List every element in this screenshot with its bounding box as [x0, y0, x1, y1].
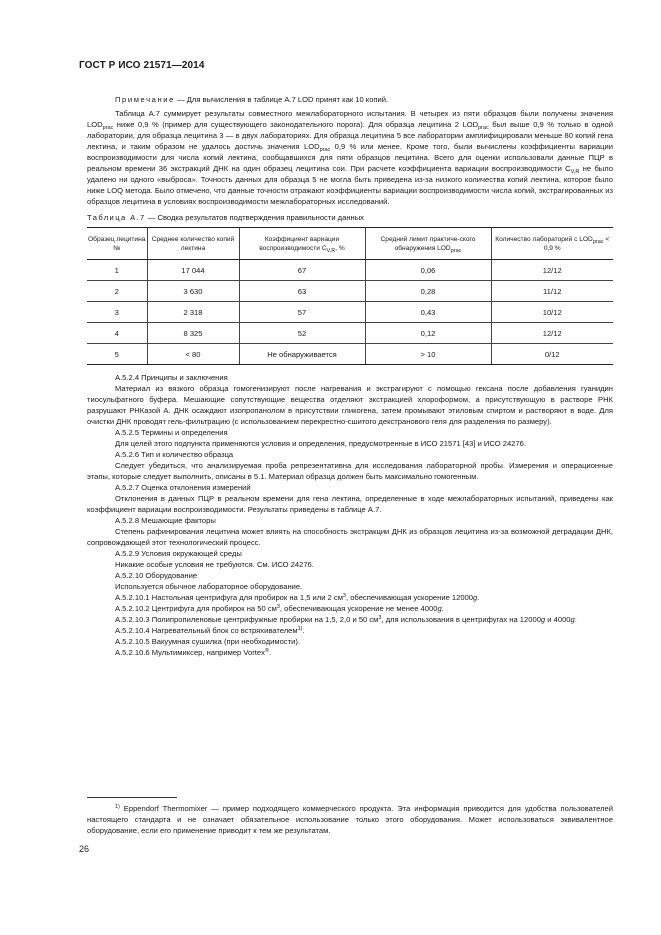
section-text: Используется обычное лабораторное оборудование. — [115, 582, 303, 591]
cell-sample: 5 — [87, 344, 147, 365]
equipment-item — [87, 625, 613, 636]
cell-lab-count: 11/12 — [491, 281, 613, 302]
header-cv-text: Коэффициент вариации воспроизводимости C — [259, 235, 340, 252]
cell-lab-count: 10/12 — [491, 302, 613, 323]
intro-text-2: ниже 0,9 % (пример для существующего законодательного порога). Для образца лецитина 2 LOD — [113, 120, 479, 129]
equipment-sup: 3 — [276, 604, 280, 610]
footnote — [87, 803, 613, 836]
equipment-unit: g — [540, 615, 546, 624]
equipment-unit: g — [437, 604, 442, 613]
intro-text-3: был выше 0,9 % только в одной лаборатории, для образца лецитина 3 — в двух лабораториях. Для образца лецитина 5 все лаборатории амплифицировали меньше 80 копий гена лектина, и таким образом не удалось достичь значения LOD — [87, 120, 613, 151]
sections-block — [87, 372, 613, 658]
cell-lab-count: 12/12 — [491, 260, 613, 281]
cell-mean-copies: 8 325 — [147, 323, 239, 344]
equipment-item — [87, 614, 613, 625]
intro-sub-2: prac — [478, 125, 489, 131]
equipment-sup: 3 — [342, 593, 346, 599]
intro-text-1: Таблица А.7 суммирует результаты совместного межлабораторного испытания. В четырех из пяти образцов были получены значения LOD — [87, 109, 613, 129]
table-title: — Сводка результатов подтверждения правильности данных — [145, 213, 364, 222]
header-lab-text: Количество лабораторий с LOD — [495, 235, 593, 243]
table-row — [87, 281, 613, 302]
header-cv-sub: V,R — [326, 247, 336, 254]
cell-lab-count: 0/12 — [491, 344, 613, 365]
cell-cv: 67 — [239, 260, 365, 281]
header-mean-copies: Среднее количество копий лектина — [147, 228, 239, 260]
note-paragraph — [87, 94, 613, 105]
equipment-text: . — [477, 593, 480, 602]
cell-lab-count: 12/12 — [491, 323, 613, 344]
footnote-mark: 1) — [115, 804, 120, 810]
intro-sub-4: V,R — [570, 169, 580, 175]
main-content — [87, 94, 613, 658]
cell-sample: 4 — [87, 323, 147, 344]
intro-text-5: не было удалено ни одного «выброса». Точность данных для образца 5 не могла быть приведена из-за низкого количества копий лектина, которое было ниже LOQ метода. Было отмечено, что данные точности отражают коэффициенты вариации воспроизводимости числа копий, экстрагированных из образцов лецитина в условиях воспроизводимости межлабораторных исследований. — [87, 164, 613, 206]
cell-cv: 52 — [239, 323, 365, 344]
equipment-text: А.5.2.10.3 Полипропиленовые центрифужные пробирки на 1,5, 2,0 и 50 см — [115, 615, 379, 624]
equipment-text: . — [574, 615, 577, 624]
header-lab-count — [491, 228, 613, 260]
equipment-unit: g — [570, 615, 575, 624]
section-text: Никакие особые условия не требуются. См. ИСО 24276. — [115, 560, 314, 569]
note-label: Примечание — [115, 95, 175, 104]
table-row — [87, 323, 613, 344]
section-heading: А.5.2.7 Оценка отклонения измерений — [115, 483, 251, 492]
cell-mean-copies: 2 318 — [147, 302, 239, 323]
page-number: 26 — [79, 844, 90, 854]
footnote-text: Eppendorf Thermomixer — пример подходящего коммерческого продукта. Эта информация приводится для удобства пользователей настоящего стандарта и не означает обязательное использование только этого оборудования. Может использоваться эквивалентное оборудование, если его применение приводит к тем же результатам. — [87, 804, 613, 835]
section-text: Материал из вязкого образца гомогенизируют после нагревания и экстрагируют с помощью гексана после добавления гуанидин тиосульфатного буфера. Мешающие сопутствующие вещества отделяют экстракцией хлороформом, а присутствующую в растворе РНК разрушают РНКазой А. ДНК осаждают изопропанолом в присутствии гликогена, затем промывают этиловым спиртом и растворяют в воде. Для очистки ДНК проводят гель-фильтрацию (с использованием перекрестно-сшитого декстранового геля для разделения по размеру). — [87, 384, 613, 426]
section-heading: А.5.2.5 Термины и определения — [115, 428, 228, 437]
table-row — [87, 344, 613, 365]
intro-paragraph — [87, 108, 613, 207]
section-text: Отклонения в данных ПЦР в реальном времени для гена лектина, определенные в ходе межлабораторных испытаний, приведены как коэффициент вариации воспроизводимости. Результаты приведены в таблице А.7. — [87, 494, 613, 514]
cell-mean-copies: 17 044 — [147, 260, 239, 281]
equipment-unit: g — [473, 593, 478, 602]
cell-lod: > 10 — [365, 344, 491, 365]
header-lod-sub: prac — [450, 247, 462, 254]
section-text: Следует убедиться, что анализируемая проба репрезентативна для исследования лабораторной пробы. Измерения и операционные этапы, которые следует выполнить, описаны в 5.1. Материал образца должен быть максимально гомогенным. — [87, 461, 613, 481]
section-heading: А.5.2.4 Принципы и заключения — [115, 373, 228, 382]
cell-cv: 57 — [239, 302, 365, 323]
intro-sub-3: prac — [319, 147, 331, 153]
equipment-text: . — [268, 648, 272, 657]
cell-cv: Не обнаруживается — [239, 344, 365, 365]
equipment-text: А.5.2.10.6 Мультимиксер, например Vortex — [115, 648, 265, 657]
equipment-item: А.5.2.10.5 Вакуумная сушилка (при необходимости). — [115, 637, 300, 646]
section-text: Для целей этого подпункта применяются условия и определения, предусмотренные в ИСО 21571 [43] и ИСО 24276. — [115, 439, 526, 448]
equipment-text: А.5.2.10.4 Нагревательный блок со встряхивателем — [115, 626, 298, 635]
equipment-text: , обеспечивающая ускорение 12000 — [345, 593, 474, 602]
cell-sample: 1 — [87, 260, 147, 281]
cell-cv: 63 — [239, 281, 365, 302]
registered-mark: ® — [264, 648, 269, 654]
header-sample: Образец лецитина № — [87, 228, 147, 260]
cell-lod: 0,43 — [365, 302, 491, 323]
table-header-row — [87, 228, 613, 260]
table-row — [87, 302, 613, 323]
cell-mean-copies: < 80 — [147, 344, 239, 365]
intro-text-4: 0,9 % или менее. Кроме того, были вычислены коэффициенты вариации воспроизводимости для числа копий лектина, сообщавшихся для пяти образцов лецитина. Всего для оценки использовали данные ПЦР в реальном времени 36 экстракций ДНК на один образец лецитина сои. При расчете коэффициента вариации воспроизводимости C — [87, 142, 613, 173]
cell-lod: 0,06 — [365, 260, 491, 281]
equipment-text: . — [441, 604, 444, 613]
section-heading: А.5.2.9 Условия окружающей среды — [115, 549, 242, 558]
results-table — [87, 227, 613, 365]
equipment-text: А.5.2.10.2 Центрифуга для пробирок на 50 см — [115, 604, 277, 613]
intro-sub-1: prac — [102, 125, 114, 131]
page-header: ГОСТ Р ИСО 21571—2014 — [79, 60, 205, 71]
header-cv — [239, 228, 365, 260]
table-label: Таблица А.7 — [87, 213, 146, 222]
equipment-text: . — [302, 626, 305, 635]
header-lab-sub: prac — [592, 238, 604, 245]
cell-lod: 0,12 — [365, 323, 491, 344]
section-heading: А.5.2.10 Оборудование — [115, 571, 198, 580]
equipment-text: А.5.2.10.1 Настольная центрифуга для пробирок на 1,5 или 2 см — [115, 593, 343, 602]
equipment-item — [87, 647, 613, 658]
header-lod — [365, 228, 491, 260]
equipment-sup: 3 — [378, 615, 382, 621]
cell-mean-copies: 3 630 — [147, 281, 239, 302]
equipment-text: и 4000 — [545, 615, 571, 624]
header-cv-unit: , % — [335, 244, 345, 252]
equipment-text: , обеспечивающая ускорение не менее 4000 — [279, 604, 438, 613]
footnote-ref: 1) — [297, 626, 303, 632]
cell-sample: 2 — [87, 281, 147, 302]
footnote-divider — [87, 797, 177, 798]
table-caption — [87, 212, 613, 223]
equipment-item — [87, 603, 613, 614]
note-text: — Для вычисления в таблице А.7 LOD принят как 10 копий. — [174, 95, 389, 104]
table-row — [87, 260, 613, 281]
section-heading: А.5.2.8 Мешающие факторы — [115, 516, 216, 525]
equipment-text: , для использования в центрифугах на 12000 — [381, 615, 541, 624]
cell-lod: 0,28 — [365, 281, 491, 302]
section-heading: А.5.2.6 Тип и количество образца — [115, 450, 234, 459]
header-lod-text: Средний лимит практиче-ского обнаружения LOD — [380, 235, 476, 252]
section-text: Степень рафинирования лецитина может влиять на способность экстракции ДНК из образцов лецитина из-за возможной деградации ДНК, сопровождающей этот технологический процесс. — [87, 527, 613, 547]
cell-sample: 3 — [87, 302, 147, 323]
header-lab-threshold: < 0,9 % — [543, 235, 610, 252]
equipment-item — [87, 592, 613, 603]
